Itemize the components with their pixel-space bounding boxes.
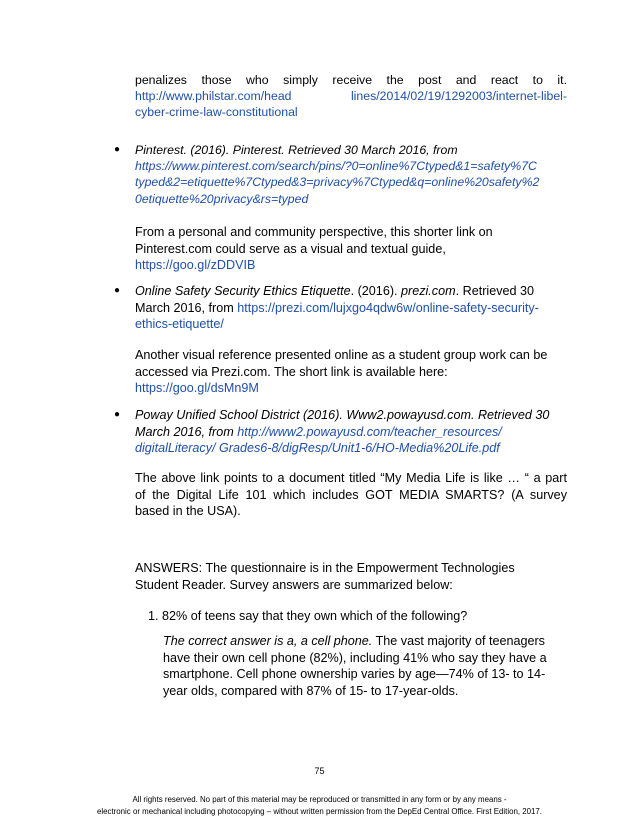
bullet-icon: ●: [114, 144, 121, 155]
pinterest-url-line3[interactable]: 0etiquette%20privacy&rs=typed: [135, 191, 309, 206]
pinterest-entry: [135, 142, 567, 207]
poway-retrieved-text: March 2016, from: [135, 424, 238, 439]
answer-1-explanation: [163, 633, 568, 699]
philstar-link-part2[interactable]: lines/2014/02/19/1292003/internet-libel-: [350, 89, 567, 104]
description-line: From a personal and community perspective, this shorter link on: [135, 225, 493, 239]
philstar-link-part3[interactable]: cyber-crime-law-constitutional: [135, 105, 298, 120]
poway-citation-line2: [135, 424, 567, 441]
poway-citation: Poway Unified School District (2016). Www2.powayusd.com. Retrieved 30: [135, 408, 550, 422]
paragraph-line: penalizes those who simply receive the post and react to it.: [135, 73, 567, 87]
prezi-citation-line1: [135, 283, 567, 300]
description-line: Pinterest.com could serve as a visual and textual guide,: [135, 241, 446, 256]
pinterest-description: [135, 224, 567, 274]
prezi-url-part1[interactable]: https://prezi.com/lujxgo4qdw6w/online-safety-security-: [237, 300, 539, 315]
answer-line: smartphone. Cell phone ownership varies by age—74% of 13- to 14-: [163, 667, 546, 682]
prezi-citation-line2: [135, 300, 567, 317]
prezi-site: prezi.com: [401, 284, 456, 298]
description-line: accessed via Prezi.com. The short link is available here:: [135, 364, 448, 379]
pinterest-citation: Pinterest. (2016). Pinterest. Retrieved 30 March 2016, from: [135, 143, 458, 157]
prezi-cite-mid: . (2016).: [350, 284, 402, 298]
prezi-title: Online Safety Security Ethics Etiquette: [135, 284, 351, 298]
prezi-short-link[interactable]: https://goo.gl/dsMn9M: [135, 381, 259, 396]
prezi-entry: [135, 283, 567, 333]
correct-answer: The correct answer is a, a cell phone.: [163, 634, 373, 648]
prezi-url-part2[interactable]: ethics-etiquette/: [135, 317, 224, 332]
pinterest-short-link[interactable]: https://goo.gl/zDDVIB: [135, 258, 256, 273]
answer-line: year olds, compared with 87% of 15- to 17-year-olds.: [163, 683, 459, 698]
bullet-icon: ●: [114, 409, 121, 420]
poway-description: [135, 470, 567, 520]
description-line: based in the USA).: [135, 504, 241, 519]
description-line: The above link points to a document titled “My Media Life is like … “ a part: [135, 471, 567, 485]
answer-question-1: [148, 608, 568, 625]
description-line: of the Digital Life 101 which includes GOT MEDIA SMARTS? (A survey: [135, 487, 567, 502]
continuation-paragraph: [135, 72, 567, 121]
bullet-icon: ●: [114, 285, 121, 296]
answer-line: [163, 633, 568, 650]
prezi-cite-end: . Retrieved 30: [455, 284, 535, 298]
philstar-link-part1[interactable]: http://www.philstar.com/head: [135, 89, 292, 104]
footer-line-1: All rights reserved. No part of this material may be reproduced or transmitted in any form or by any means -: [132, 795, 507, 804]
answers-intro: [135, 560, 567, 593]
philstar-link-line: [135, 88, 567, 104]
answer-line: have their own cell phone (82%), including 41% who say they have a: [163, 650, 547, 665]
prezi-description: [135, 347, 567, 397]
answer-text: The vast majority of teenagers: [372, 634, 545, 648]
page-number: 75: [314, 766, 325, 776]
question-text: 1. 82% of teens say that they own which of the following?: [148, 609, 468, 623]
answers-line: Student Reader. Survey answers are summarized below:: [135, 577, 453, 592]
description-line: Another visual reference presented online as a student group work can be: [135, 348, 548, 362]
poway-url-part1[interactable]: http://www2.powayusd.com/teacher_resources/: [237, 424, 502, 439]
pinterest-url-line2[interactable]: typed&2=etiquette%7Ctyped&3=privacy%7Ctyped&q=online%20safety%2: [135, 175, 540, 190]
footer-line-2: electronic or mechanical including photocopying – without written permission from the DepEd Central Office. First Edition, 2017.: [96, 807, 543, 816]
prezi-retrieved-text: March 2016, from: [135, 300, 238, 315]
answers-line: ANSWERS: The questionnaire is in the Empowerment Technologies: [135, 561, 515, 575]
pinterest-url-line1[interactable]: https://www.pinterest.com/search/pins/?0=online%7Ctyped&1=safety%7C: [135, 159, 537, 174]
poway-url-part2[interactable]: digitalLiteracy/ Grades6-8/digResp/Unit1-6/HO-Media%20Life.pdf: [135, 441, 500, 456]
poway-entry: [135, 407, 567, 457]
